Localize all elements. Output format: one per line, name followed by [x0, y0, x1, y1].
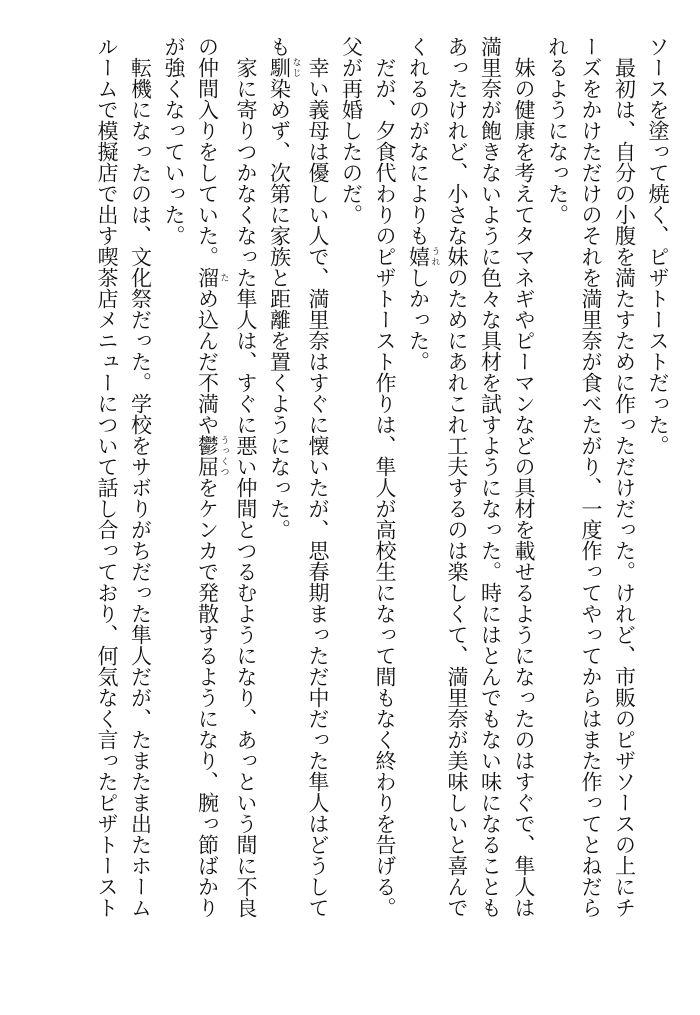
- text-fragment: も: [267, 36, 292, 57]
- text-fragment: め込んだ不満や: [195, 288, 220, 435]
- text-line: 家に寄りつかなくなった隼人は、すぐに悪い仲間とつるむようになり、あっという間に不良: [234, 36, 258, 918]
- ruby-word: [195, 435, 229, 477]
- text-line: 幸い義母は優しい人で、満里奈はすぐに懐いたが、思春期まっただ中だった隼人はどうして: [306, 36, 330, 918]
- text-line: 転機になったのは、文化祭だった。学校をサボりがちだった隼人だが、たまたま出たホーム: [128, 36, 153, 918]
- text-line: [401, 36, 440, 986]
- ruby-reading: うっくつ: [218, 435, 229, 477]
- ruby-base: 嬉: [406, 246, 431, 267]
- text-line: 最初は、自分の小腹を満たすために作っただけだった。けれど、市販のピザソースの上にチ: [612, 36, 637, 918]
- text-line: あったけれど、小さな妹のためにあれこれ工夫するのは楽しくて、満里奈が美味しいと喜んで: [445, 36, 469, 918]
- ruby-base: 鬱屈: [195, 435, 220, 477]
- ruby-word: [195, 267, 229, 288]
- text-fragment: 染めず、次第に家族と距離を置くようになった。: [267, 78, 292, 540]
- text-line: 妹の健康を考えてタマネギやピーマンなどの具材を載せるようになったのはすぐで、隼人は: [512, 36, 536, 918]
- text-line: だが、夕食代わりのピザトースト作りは、隼人が高校生になって間もなく終わりを告げる。: [373, 36, 397, 918]
- ruby-reading: うれ: [429, 246, 440, 267]
- text-line: 満里奈が飽きないように色々な具材を試すようになった。時にはとんでもない味になることも: [478, 36, 503, 918]
- ruby-reading: なじ: [290, 57, 301, 78]
- text-fragment: の仲間入りをしていた。: [195, 36, 220, 267]
- text-fragment: しかった。: [406, 267, 431, 372]
- text-line: 父が再婚したのだ。: [339, 36, 364, 225]
- ruby-base: 溜: [195, 267, 220, 288]
- ruby-reading: た: [218, 267, 229, 288]
- ruby-word: [267, 57, 301, 78]
- text-line: [190, 36, 229, 986]
- text-line: が強くなっていった。: [162, 36, 186, 246]
- vertical-text-body: [90, 36, 675, 986]
- text-line: ソースを塗って焼く、ピザトーストだった。: [646, 36, 670, 456]
- text-line: [262, 36, 301, 986]
- ruby-word: [406, 246, 440, 267]
- text-fragment: をケンカで発散するようになり、腕っ節ばかり: [195, 477, 220, 918]
- text-line: れるようになった。: [545, 36, 570, 225]
- text-fragment: くれるのがなによりも: [406, 36, 431, 246]
- text-line: ーズをかけただけのそれを満里奈が食べたがり、一度作ってやってからはまた作ってとねだら: [579, 36, 603, 918]
- ruby-base: 馴: [267, 57, 292, 78]
- text-line: ルームで模擬店で出す喫茶店メニューについて話し合っており、何気なく言ったピザトースト: [95, 36, 119, 918]
